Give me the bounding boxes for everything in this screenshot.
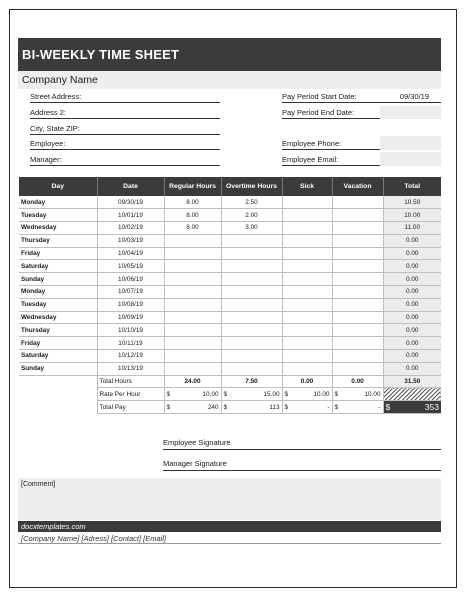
pay-overtime-value: 113 [269,403,280,411]
vacation-hours-cell[interactable] [332,273,383,286]
currency-symbol: $ [334,390,339,398]
vacation-hours-cell[interactable] [332,222,383,235]
pay-period-start-value[interactable]: 09/30/19 [380,91,441,103]
vacation-hours-cell[interactable] [332,350,383,363]
pay-total-value: 353 [424,402,439,413]
city-state-zip-field[interactable] [30,123,220,135]
pay-period-end-value[interactable] [380,106,441,119]
day-cell: Tuesday [19,209,97,222]
col-header-sick: Sick [282,177,332,196]
overtime-hours-cell[interactable]: 2.50 [221,196,282,209]
overtime-hours-cell[interactable] [221,234,282,247]
table-row [19,324,441,337]
pay-sick-value: - [327,403,330,411]
currency-symbol: $ [284,390,289,398]
currency-symbol: $ [385,402,391,413]
pay-vacation-cell [332,401,383,414]
table-row [19,298,441,311]
table-row [19,337,441,350]
rate-vacation-cell[interactable] [332,388,383,401]
rate-regular-value: 10.00 [202,390,219,398]
day-cell: Sunday [19,273,97,286]
overtime-hours-cell[interactable] [221,350,282,363]
address2-field[interactable] [30,107,220,119]
total-hours-cell: 0.00 [383,362,441,375]
total-hours-cell: 11.00 [383,222,441,235]
currency-symbol: $ [223,403,228,411]
employee-phone-label: Employee Phone: [282,138,380,150]
employee-signature-line[interactable] [163,436,441,450]
col-header-overtime-hours: Overtime Hours [221,177,282,196]
table-row [19,286,441,299]
total-hours-cell: 0.00 [383,247,441,260]
hatched-cell [383,388,441,401]
table-row [19,311,441,324]
pay-regular-value: 240 [207,403,219,411]
sick-hours-cell[interactable] [282,324,332,337]
employee-label: Employee: [30,139,66,148]
vacation-hours-cell[interactable] [332,247,383,260]
day-cell: Wednesday [19,222,97,235]
total-hours-cell: 0.00 [383,324,441,337]
rate-vacation-value: 10.00 [364,390,381,398]
employee-email-label: Employee Email: [282,154,380,166]
table-row [19,209,441,222]
day-cell: Friday [19,337,97,350]
overtime-hours-cell[interactable] [221,311,282,324]
total-hours-cell: 0.00 [383,286,441,299]
date-cell[interactable]: 10/11/19 [97,337,164,350]
regular-hours-cell[interactable] [164,298,221,311]
total-vacation-hours: 0.00 [332,375,383,388]
total-sick-hours: 0.00 [282,375,332,388]
col-header-date: Date [97,177,164,196]
sick-hours-cell[interactable] [282,222,332,235]
day-cell: Thursday [19,324,97,337]
regular-hours-cell[interactable] [164,286,221,299]
overtime-hours-cell[interactable] [221,273,282,286]
pay-total-cell [383,401,441,414]
total-hours-cell: 0.00 [383,350,441,363]
vacation-hours-cell[interactable] [332,311,383,324]
sick-hours-cell[interactable] [282,286,332,299]
overtime-hours-cell[interactable] [221,362,282,375]
regular-hours-cell[interactable] [164,260,221,273]
grand-total-hours: 31.50 [383,375,441,388]
total-hours-cell: 0.00 [383,298,441,311]
total-hours-cell: 0.00 [383,273,441,286]
sick-hours-cell[interactable] [282,234,332,247]
regular-hours-cell[interactable] [164,234,221,247]
regular-hours-cell[interactable] [164,273,221,286]
manager-signature-label: Manager Signature [163,459,227,468]
col-header-vacation: Vacation [332,177,383,196]
sick-hours-cell[interactable] [282,260,332,273]
total-hours-cell: 10.00 [383,209,441,222]
col-header-day: Day [19,177,97,196]
sick-hours-cell[interactable] [282,209,332,222]
pay-vacation-value: - [378,403,381,411]
table-row [19,234,441,247]
vacation-hours-cell[interactable] [332,209,383,222]
overtime-hours-cell[interactable] [221,247,282,260]
col-header-total: Total [383,177,441,196]
date-cell[interactable]: 10/02/19 [97,222,164,235]
footer-contact: [Company Name] [Adress] [Contact] [Email] [18,533,441,544]
pay-sick-cell [282,401,332,414]
table-row [19,362,441,375]
date-cell[interactable]: 10/10/19 [97,324,164,337]
sick-hours-cell[interactable] [282,350,332,363]
manager-field[interactable] [30,154,220,166]
street-address-label: Street Address: [30,92,82,101]
vacation-hours-cell[interactable] [332,324,383,337]
table-row [19,273,441,286]
day-cell: Friday [19,247,97,260]
table-row [19,247,441,260]
manager-label: Manager: [30,155,62,164]
day-cell: Sunday [19,362,97,375]
total-hours-cell: 0.00 [383,337,441,350]
table-row [19,350,441,363]
overtime-hours-cell[interactable]: 2.00 [221,209,282,222]
date-cell[interactable]: 10/03/19 [97,234,164,247]
date-cell[interactable]: 10/07/19 [97,286,164,299]
comment-box[interactable] [18,478,441,520]
overtime-hours-cell[interactable] [221,337,282,350]
sick-hours-cell[interactable] [282,196,332,209]
table-header-row [19,177,441,196]
vacation-hours-cell[interactable] [332,337,383,350]
manager-signature-line[interactable] [163,457,441,471]
day-cell: Saturday [19,260,97,273]
date-cell[interactable]: 09/30/19 [97,196,164,209]
day-cell: Tuesday [19,298,97,311]
vacation-hours-cell[interactable] [332,286,383,299]
city-state-zip-label: City, State ZIP: [30,124,80,133]
currency-symbol: $ [284,403,289,411]
sheet-title: BI-WEEKLY TIME SHEET [18,38,441,71]
total-hours-row [19,375,441,388]
regular-hours-cell[interactable] [164,337,221,350]
total-overtime-hours: 7.50 [221,375,282,388]
vacation-hours-cell[interactable] [332,260,383,273]
pay-period-start-label: Pay Period Start Date: [282,91,380,103]
day-cell: Saturday [19,350,97,363]
vacation-hours-cell[interactable] [332,362,383,375]
total-hours-cell: 0.00 [383,260,441,273]
blank-cell [19,401,97,414]
footer-site: docxtemplates.com [18,521,441,532]
timesheet-table [19,177,441,414]
currency-symbol: $ [334,403,339,411]
date-cell[interactable]: 10/12/19 [97,350,164,363]
employee-field[interactable] [30,138,220,150]
sick-hours-cell[interactable] [282,273,332,286]
total-pay-label: Total Pay [97,401,164,414]
regular-hours-cell[interactable] [164,247,221,260]
rate-overtime-cell[interactable] [221,388,282,401]
regular-hours-cell[interactable]: 8.00 [164,209,221,222]
employee-signature-label: Employee Signature [163,438,231,447]
sick-hours-cell[interactable] [282,247,332,260]
rate-sick-cell[interactable] [282,388,332,401]
sick-hours-cell[interactable] [282,311,332,324]
vacation-hours-cell[interactable] [332,196,383,209]
rate-sick-value: 10.00 [313,390,330,398]
rate-per-hour-row [19,388,441,401]
day-cell: Wednesday [19,311,97,324]
date-cell[interactable]: 10/05/19 [97,260,164,273]
date-cell[interactable]: 10/09/19 [97,311,164,324]
blank-cell [19,375,97,388]
day-cell: Monday [19,286,97,299]
currency-symbol: $ [166,403,171,411]
sick-hours-cell[interactable] [282,362,332,375]
pay-regular-cell [164,401,221,414]
comment-label: [Comment] [21,481,56,488]
street-address-field[interactable] [30,91,220,103]
currency-symbol: $ [223,390,228,398]
pay-period-end-label: Pay Period End Date: [282,107,380,119]
employee-email-value[interactable] [380,152,441,166]
total-pay-row [19,401,441,414]
regular-hours-cell[interactable] [164,311,221,324]
date-cell[interactable]: 10/08/19 [97,298,164,311]
date-cell[interactable]: 10/01/19 [97,209,164,222]
overtime-hours-cell[interactable] [221,286,282,299]
company-name[interactable]: Company Name [18,71,441,89]
currency-symbol: $ [166,390,171,398]
rate-regular-cell[interactable] [164,388,221,401]
blank-cell [19,388,97,401]
sick-hours-cell[interactable] [282,298,332,311]
employee-phone-value[interactable] [380,136,441,150]
total-hours-cell: 0.00 [383,234,441,247]
regular-hours-cell[interactable] [164,362,221,375]
date-cell[interactable]: 10/06/19 [97,273,164,286]
vacation-hours-cell[interactable] [332,234,383,247]
regular-hours-cell[interactable] [164,324,221,337]
total-hours-label: Total Hours [97,375,164,388]
day-cell: Monday [19,196,97,209]
total-regular-hours: 24.00 [164,375,221,388]
rate-per-hour-label: Rate Per Hour [97,388,164,401]
overtime-hours-cell[interactable] [221,298,282,311]
address2-label: Address 2: [30,108,66,117]
overtime-hours-cell[interactable] [221,260,282,273]
table-row [19,222,441,235]
pay-overtime-cell [221,401,282,414]
regular-hours-cell[interactable]: 8.00 [164,196,221,209]
regular-hours-cell[interactable]: 8.00 [164,222,221,235]
total-hours-cell: 0.00 [383,311,441,324]
table-row [19,260,441,273]
table-row [19,196,441,209]
regular-hours-cell[interactable] [164,350,221,363]
day-cell: Thursday [19,234,97,247]
vacation-hours-cell[interactable] [332,298,383,311]
sick-hours-cell[interactable] [282,337,332,350]
col-header-regular-hours: Regular Hours [164,177,221,196]
overtime-hours-cell[interactable] [221,324,282,337]
overtime-hours-cell[interactable]: 3.00 [221,222,282,235]
date-cell[interactable]: 10/13/19 [97,362,164,375]
date-cell[interactable]: 10/04/19 [97,247,164,260]
rate-overtime-value: 15.00 [263,390,280,398]
total-hours-cell: 10.50 [383,196,441,209]
